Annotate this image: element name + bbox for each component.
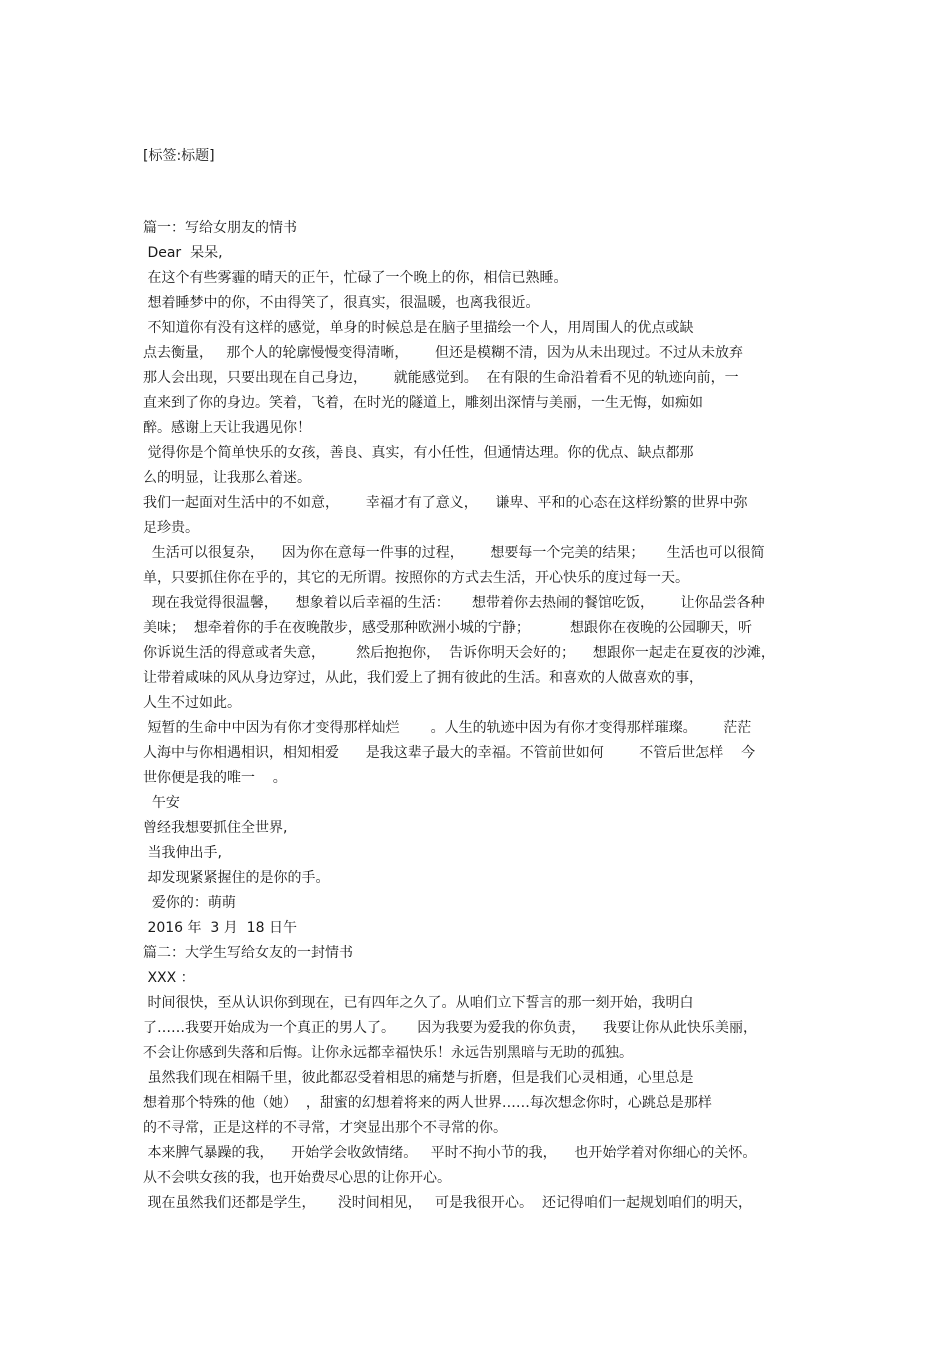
text-line: XXX ： [143, 970, 195, 986]
text-line: 让带着咸味的风从身边穿过，从此，我们爱上了拥有彼此的生活。和喜欢的人做喜欢的事， [143, 670, 703, 686]
text-line: 2016 年 3 月 18 日午 [143, 920, 297, 936]
text-line: 么的明显，让我那么着迷。 [143, 470, 311, 486]
tag-line: [标签:标题] [143, 148, 215, 164]
text-line: 人海中与你相遇相识，相知相爱 是我这辈子最大的幸福。不管前世如何 不管后世怎样 今 [143, 745, 756, 761]
text-line: 不知道你有没有这样的感觉，单身的时候总是在脑子里描绘一个人，用周围人的优点或缺 [143, 320, 694, 336]
text-line: 的不寻常，正是这样的不寻常，才突显出那个不寻常的你。 [143, 1120, 507, 1136]
text-line: 醉。感谢上天让我遇见你！ [143, 420, 311, 436]
text-line: 点去衡量， 那个人的轮廓慢慢变得清晰， 但还是模糊不清，因为从未出现过。不过从未放弃 [143, 345, 744, 361]
text-line: 曾经我想要抓住全世界, [143, 820, 288, 836]
text-line: 人生不过如此。 [143, 695, 241, 711]
text-line: 篇一：写给女朋友的情书 [143, 220, 297, 236]
text-line: 现在我觉得很温馨， 想象着以后幸福的生活： 想带着你去热闹的餐馆吃饭， 让你品尝各种 [143, 595, 765, 611]
document-body [143, 219, 823, 1219]
text-line: 现在虽然我们还都是学生， 没时间相见， 可是我很开心。 还记得咱们一起规划咱们的明天， [143, 1195, 752, 1211]
text-line: 篇二：大学生写给女友的一封情书 [143, 945, 353, 961]
text-line: 当我伸出手, [143, 845, 222, 861]
text-line: 不会让你感到失落和后悔。让你永远都幸福快乐！永远告别黑暗与无助的孤独。 [143, 1045, 633, 1061]
text-line: 了……我要开始成为一个真正的男人了。 因为我要为爱我的你负责， 我要让你从此快乐美丽， [143, 1020, 758, 1036]
text-line: 生活可以很复杂， 因为你在意每一件事的过程， 想要每一个完美的结果； 生活也可以很简 [143, 545, 765, 561]
text-line: 想着那个特殊的他（她） ，甜蜜的幻想着将来的两人世界……每次想念你时，心跳总是那样 [143, 1095, 712, 1111]
text-line: 想着睡梦中的你，不由得笑了，很真实，很温暖，也离我很近。 [143, 295, 540, 311]
text-line: 我们一起面对生活中的不如意， 幸福才有了意义， 谦卑、平和的心态在这样纷繁的世界中弥 [143, 495, 748, 511]
text-line: 单，只要抓住你在乎的，其它的无所谓。按照你的方式去生活，开心快乐的度过每一天。 [143, 570, 689, 586]
text-line: 爱你的：萌萌 [143, 895, 236, 911]
text-line: 世你便是我的唯一 。 [143, 770, 287, 786]
text-line: 午安 [143, 795, 180, 811]
text-line: 觉得你是个简单快乐的女孩，善良、真实，有小任性，但通情达理。你的优点、缺点都那 [143, 445, 694, 461]
text-line: 从不会哄女孩的我，也开始费尽心思的让你开心。 [143, 1170, 451, 1186]
text-line: 本来脾气暴躁的我， 开始学会收敛情绪。 平时不拘小节的我， 也开始学着对你细心的关怀。 [143, 1145, 757, 1161]
text-line: 虽然我们现在相隔千里，彼此都忍受着相思的痛楚与折磨，但是我们心灵相通，心里总是 [143, 1070, 694, 1086]
text-line: 时间很快，至从认识你到现在，已有四年之久了。从咱们立下誓言的那一刻开始，我明白 [143, 995, 694, 1011]
text-line: 在这个有些雾霾的晴天的正午，忙碌了一个晚上的你，相信已熟睡。 [143, 270, 568, 286]
text-line: 短暂的生命中中因为有你才变得那样灿烂 。人生的轨迹中因为有你才变得那样璀璨。 茫茫 [143, 720, 752, 736]
text-line: 却发现紧紧握住的是你的手。 [143, 870, 330, 886]
text-line: 足珍贵。 [143, 520, 199, 536]
text-line: 那人会出现，只要出现在自己身边， 就能感觉到。 在有限的生命沿着看不见的轨迹向前，一 [143, 370, 739, 386]
text-line: 直来到了你的身边。笑着，飞着，在时光的隧道上，雕刻出深情与美丽，一生无悔，如痴如 [143, 395, 703, 411]
text-line: Dear 呆呆, [143, 245, 223, 261]
text-line: 你诉说生活的得意或者失意， 然后抱抱你， 告诉你明天会好的； 想跟你一起走在夏夜的沙滩， [143, 645, 775, 661]
text-line: 美味； 想牵着你的手在夜晚散步，感受那种欧洲小城的宁静； 想跟你在夜晚的公园聊天，听 [143, 620, 752, 636]
